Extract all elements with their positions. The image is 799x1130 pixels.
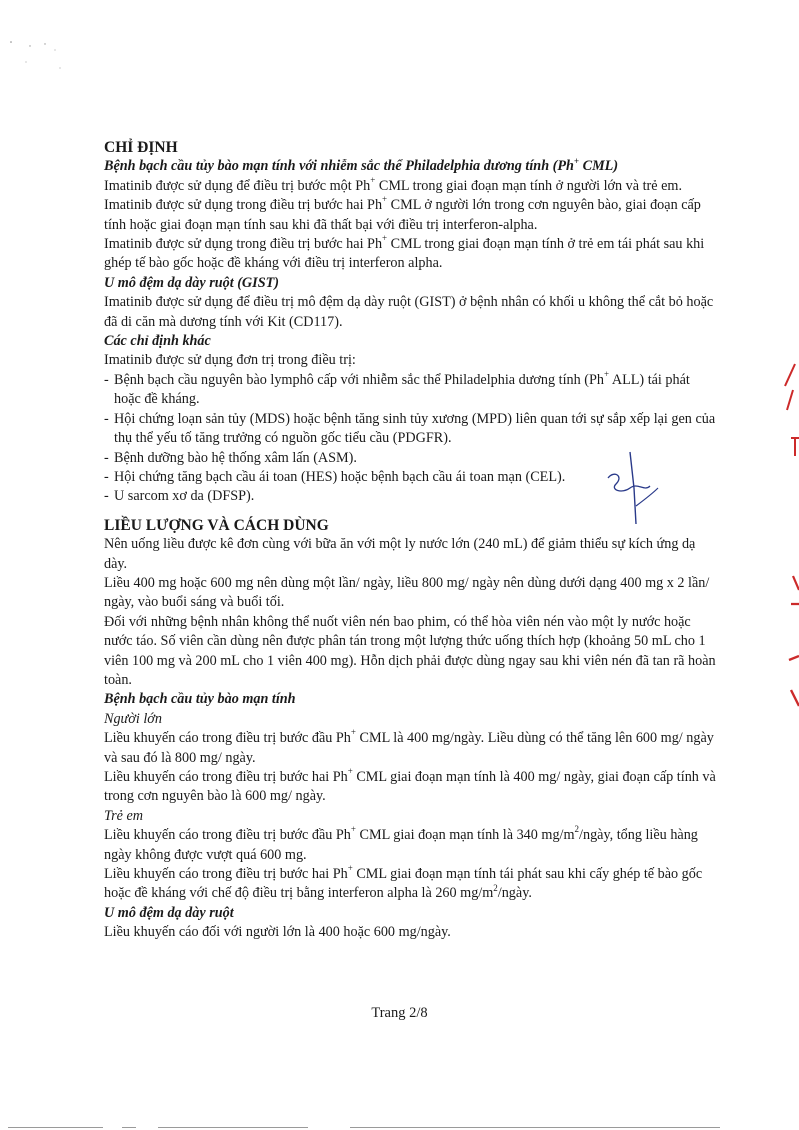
subheading-child: Trẻ em [104,807,144,824]
section-title-dosage: LIỀU LƯỢNG VÀ CÁCH DÙNG [104,516,329,534]
document-body [104,138,716,943]
paragraph: Nên uống liều được kê đơn cùng với bữa ăn với một ly nước lớn (240 mL) để giảm thiểu sự kích ứng dạ dày. [104,536,696,572]
list-item: - Hội chứng loạn sản tủy (MDS) hoặc bệnh tăng sinh tủy xương (MPD) liên quan tới sự sắp xếp lại gen của thụ thể yếu tố tăng trưởng có nguồn gốc tiểu cầu (PDGFR). [104,410,716,449]
subheading-gist: U mô đệm dạ dày ruột (GIST) [104,274,279,291]
list-item: - Hội chứng tăng bạch cầu ái toan (HES) hoặc bệnh bạch cầu ái toan mạn (CEL). [104,468,716,487]
paragraph: Đối với những bệnh nhân không thể nuốt viên nén bao phim, có thể hòa viên nén vào một ly nước hoặc nước táo. Số viên cần dùng nên được phân tán trong một lượng thức uống thích hợp (khoảng 50 mL cho 1 viên 100 mg và 200 mL cho 1 viên 400 mg). Hỗn dịch phải được dùng ngay sau khi viên nén đã tan rã hoàn toàn. [104,613,716,688]
paragraph: Liều khuyến cáo trong điều trị bước đầu Ph+ CML giai đoạn mạn tính là 340 $mg/m^2$/ngày, tổng liều hàng ngày không được vượt quá 600 mg. [104,824,698,863]
subheading-adult: Người lớn [104,710,162,727]
scan-artifact-line [350,1127,720,1128]
scan-specks [8,38,68,78]
paragraph: Imatinib được sử dụng trong điều trị bước hai Ph+ CML trong giai đoạn mạn tính ở trẻ em tái phát sau khi ghép tế bào gốc hoặc đề kháng với điều trị interferon alpha. [104,233,705,272]
list-item: - Bệnh bạch cầu nguyên bào lymphô cấp với nhiễm sắc thể Philadelphia dương tính (Ph+ ALL) tái phát hoặc đề kháng. [104,371,716,410]
page-number: Trang 2/8 [371,1005,428,1021]
signature-mark [600,448,660,528]
paragraph: Imatinib được sử dụng để điều trị bước một Ph+ CML trong giai đoạn mạn tính ở người lớn và trẻ em. [104,175,682,194]
subheading-cml: Bệnh bạch cầu tủy bào mạn tính với nhiễm sắc thể Philadelphia dương tính (Ph+ CML) [104,155,619,175]
paragraph: Imatinib được sử dụng trong điều trị bước hai Ph+ CML ở người lớn trong cơn nguyên bào, giai đoạn cấp tính hoặc giai đoạn mạn tính sau khi đã thất bại với điều trị interferon-alpha. [104,194,701,233]
list-item: - U sarcom xơ da (DFSP). [104,487,716,506]
paragraph: Imatinib được sử dụng đơn trị trong điều trị: [104,352,356,369]
section-title-indications: CHỈ ĐỊNH [104,139,178,156]
list-item: - Bệnh dưỡng bào hệ thống xâm lấn (ASM). [104,449,716,468]
stamp-edge-marks [773,360,799,740]
scan-artifact-line [158,1127,308,1128]
paragraph: Liều 400 mg hoặc 600 mg nên dùng một lần/ ngày, liều 800 mg/ ngày nên dùng dưới dạng 400 mg x 2 lần/ ngày, vào buổi sáng và buổi tối. [104,574,710,611]
paragraph: Liều khuyến cáo đối với người lớn là 400 hoặc 600 mg/ngày. [104,924,451,941]
paragraph: Liều khuyến cáo trong điều trị bước hai Ph+ CML giai đoạn mạn tính tái phát sau khi cấy ghép tế bào gốc hoặc đề kháng với chế độ điều trị bằng interferon alpha là 260 $mg/m^2$/ngày. [104,863,703,902]
scan-artifact-line [122,1127,136,1128]
subheading-other-indications: Các chỉ định khác [104,333,211,350]
scan-artifact-line [8,1127,103,1128]
paragraph: Liều khuyến cáo trong điều trị bước đầu Ph+ CML là 400 mg/ngày. Liều dùng có thể tăng lên 600 mg/ ngày và sau đó là 800 mg/ ngày. [104,727,714,766]
subheading-gist-dosage: U mô đệm dạ dày ruột [104,904,234,921]
paragraph: Imatinib được sử dụng để điều trị mô đệm dạ dày ruột (GIST) ở bệnh nhân có khối u không thể cắt bỏ hoặc đã di căn mà dương tính với Kit (CD117). [104,294,714,330]
subheading-cml-dosage: Bệnh bạch cầu tủy bào mạn tính [104,691,296,708]
paragraph: Liều khuyến cáo trong điều trị bước hai Ph+ CML giai đoạn mạn tính là 400 mg/ ngày, giai đoạn cấp tính và trong cơn nguyên bào là 600 mg/ ngày. [104,766,716,805]
